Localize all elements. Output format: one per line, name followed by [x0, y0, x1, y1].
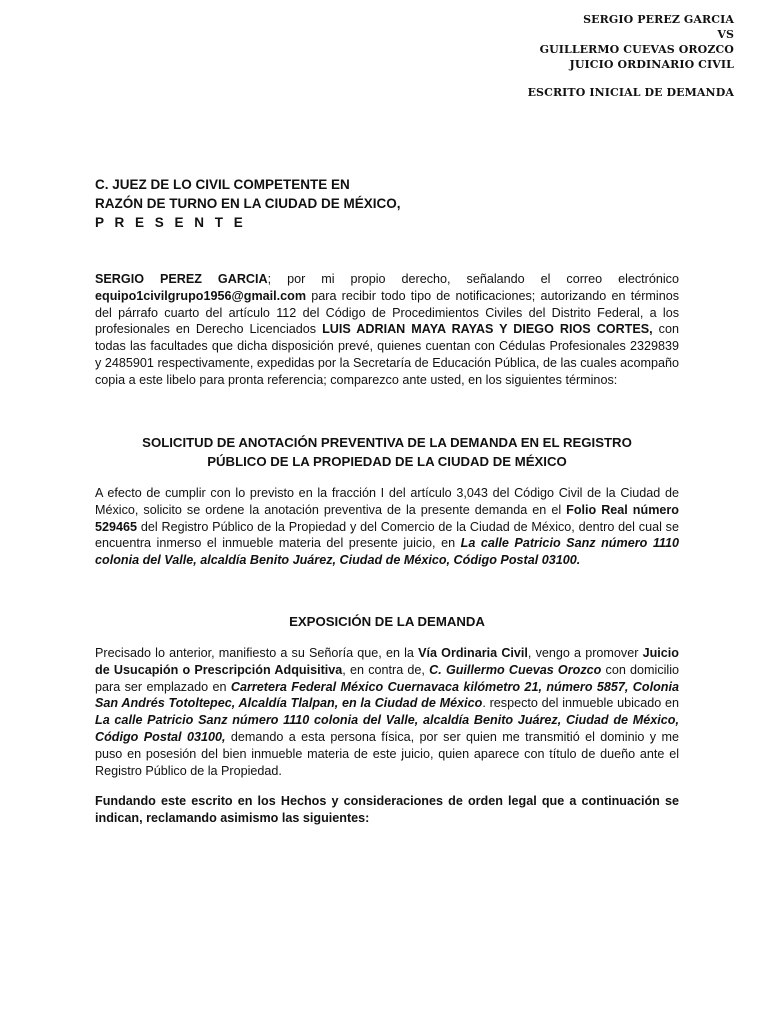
section-heading-line-1: SOLICITUD DE ANOTACIÓN PREVENTIVA DE LA DEMANDA EN EL REGISTRO: [142, 435, 632, 450]
intro-paragraph: [95, 271, 679, 389]
anotacion-text-1: A efecto de cumplir con lo previsto en la fracción I del artículo 3,043 del Código Civil de la Ciudad de México, solicito se ordene la anotación preventiva de la presente demanda en el: [95, 486, 679, 517]
exposicion-text-3: , en contra de,: [342, 662, 430, 677]
authorized-lawyers: LUIS ADRIAN MAYA RAYAS Y DIEGO RIOS CORTES,: [322, 322, 653, 337]
addressee-presente: P R E S E N T E: [95, 215, 247, 230]
exposicion-paragraph: [95, 645, 679, 779]
folio-real: Folio Real número 529465: [95, 502, 679, 534]
defendant-address: Carretera Federal México Cuernavaca kilómetro 21, número 5857, Colonia San Andrés Totoltepec, Alcaldía Tlalpan, en la Ciudad de México: [95, 679, 679, 711]
exposicion-text-1: Precisado lo anterior, manifiesto a su Señoría que, en la: [95, 646, 419, 660]
exposicion-text-2: , vengo a promover: [527, 646, 643, 660]
anotacion-text-2: del Registro Público de la Propiedad y del Comercio de la Ciudad de México, dentro del cual se encuentra inmerso el inmueble materia del presente juicio, en: [95, 519, 679, 551]
exposicion-text-6: demando a esta persona física, por ser quien me transmitió el dominio y me puso en posesión del bien inmueble materia de este juicio, quien aparece con título de dueño ante el Registro Público de la Propiedad.: [95, 729, 679, 778]
intro-text-2: para recibir todo tipo de notificaciones; autorizando en términos del párrafo cuarto del artículo 112 del Código de Procedimientos Civiles del Distrito Federal, a los profesionales en Derecho Licenciados: [95, 288, 679, 337]
tipo-juicio: Juicio de Usucapión o Prescripción Adquisitiva: [95, 646, 679, 677]
versus-label: VS: [717, 28, 734, 41]
defendant-reference: C. Guillermo Cuevas Orozco: [429, 662, 602, 677]
section-heading-exposicion: EXPOSICIÓN DE LA DEMANDA: [289, 614, 485, 629]
property-address: La calle Patricio Sanz número 1110 colonia del Valle, alcaldía Benito Juárez, Ciudad de México, Código Postal 03100.: [95, 536, 679, 568]
plaintiff-name: SERGIO PEREZ GARCIA: [583, 13, 734, 26]
section-heading-anotacion: [95, 433, 679, 471]
property-location: La calle Patricio Sanz número 1110 colonia del Valle, alcaldía Benito Juárez, Ciudad de México, Código Postal 03100,: [95, 713, 679, 744]
intro-text-3: con todas las facultades que dicha disposición prevé, quienes cuentan con Cédulas Profesionales 2329839 y 2485901 respectivamente, expedidas por la Secretaría de Educación Pública, de las cuales acompaño copia a este libelo para pronta referencia; comparezco ante usted, en los siguientes términos:: [95, 322, 679, 387]
exposicion-text-4: con domicilio para ser emplazado en: [95, 662, 680, 694]
exposicion-text-5: . respecto del inmueble ubicado en: [482, 696, 679, 711]
plaintiff-name-bold: SERGIO PEREZ GARCIA: [95, 272, 268, 286]
addressee-block: [95, 175, 695, 232]
header-spacer: [404, 72, 734, 85]
closing-paragraph: Fundando este escrito en los Hechos y consideraciones de orden legal que a continuación se indican, reclamando asimismo las siguientes:: [95, 794, 679, 825]
document-type: ESCRITO INICIAL DE DEMANDA: [527, 86, 734, 99]
intro-text-1: ; por mi propio derecho, señalando el correo electrónico: [267, 272, 679, 286]
addressee-line-1: C. JUEZ DE LO CIVIL COMPETENTE EN: [95, 177, 350, 192]
via-ordinaria: Vía Ordinaria Civil: [418, 646, 528, 660]
proceeding-type: JUICIO ORDINARIO CIVIL: [569, 58, 734, 71]
addressee-line-2: RAZÓN DE TURNO EN LA CIUDAD DE MÉXICO,: [95, 196, 401, 211]
section-heading-line-2: PÚBLICO DE LA PROPIEDAD DE LA CIUDAD DE MÉXICO: [207, 454, 567, 469]
defendant-name: GUILLERMO CUEVAS OROZCO: [539, 43, 734, 56]
case-header: [404, 12, 734, 100]
anotacion-paragraph: [95, 485, 679, 569]
notification-email: equipo1civilgrupo1956@gmail.com: [95, 288, 307, 303]
